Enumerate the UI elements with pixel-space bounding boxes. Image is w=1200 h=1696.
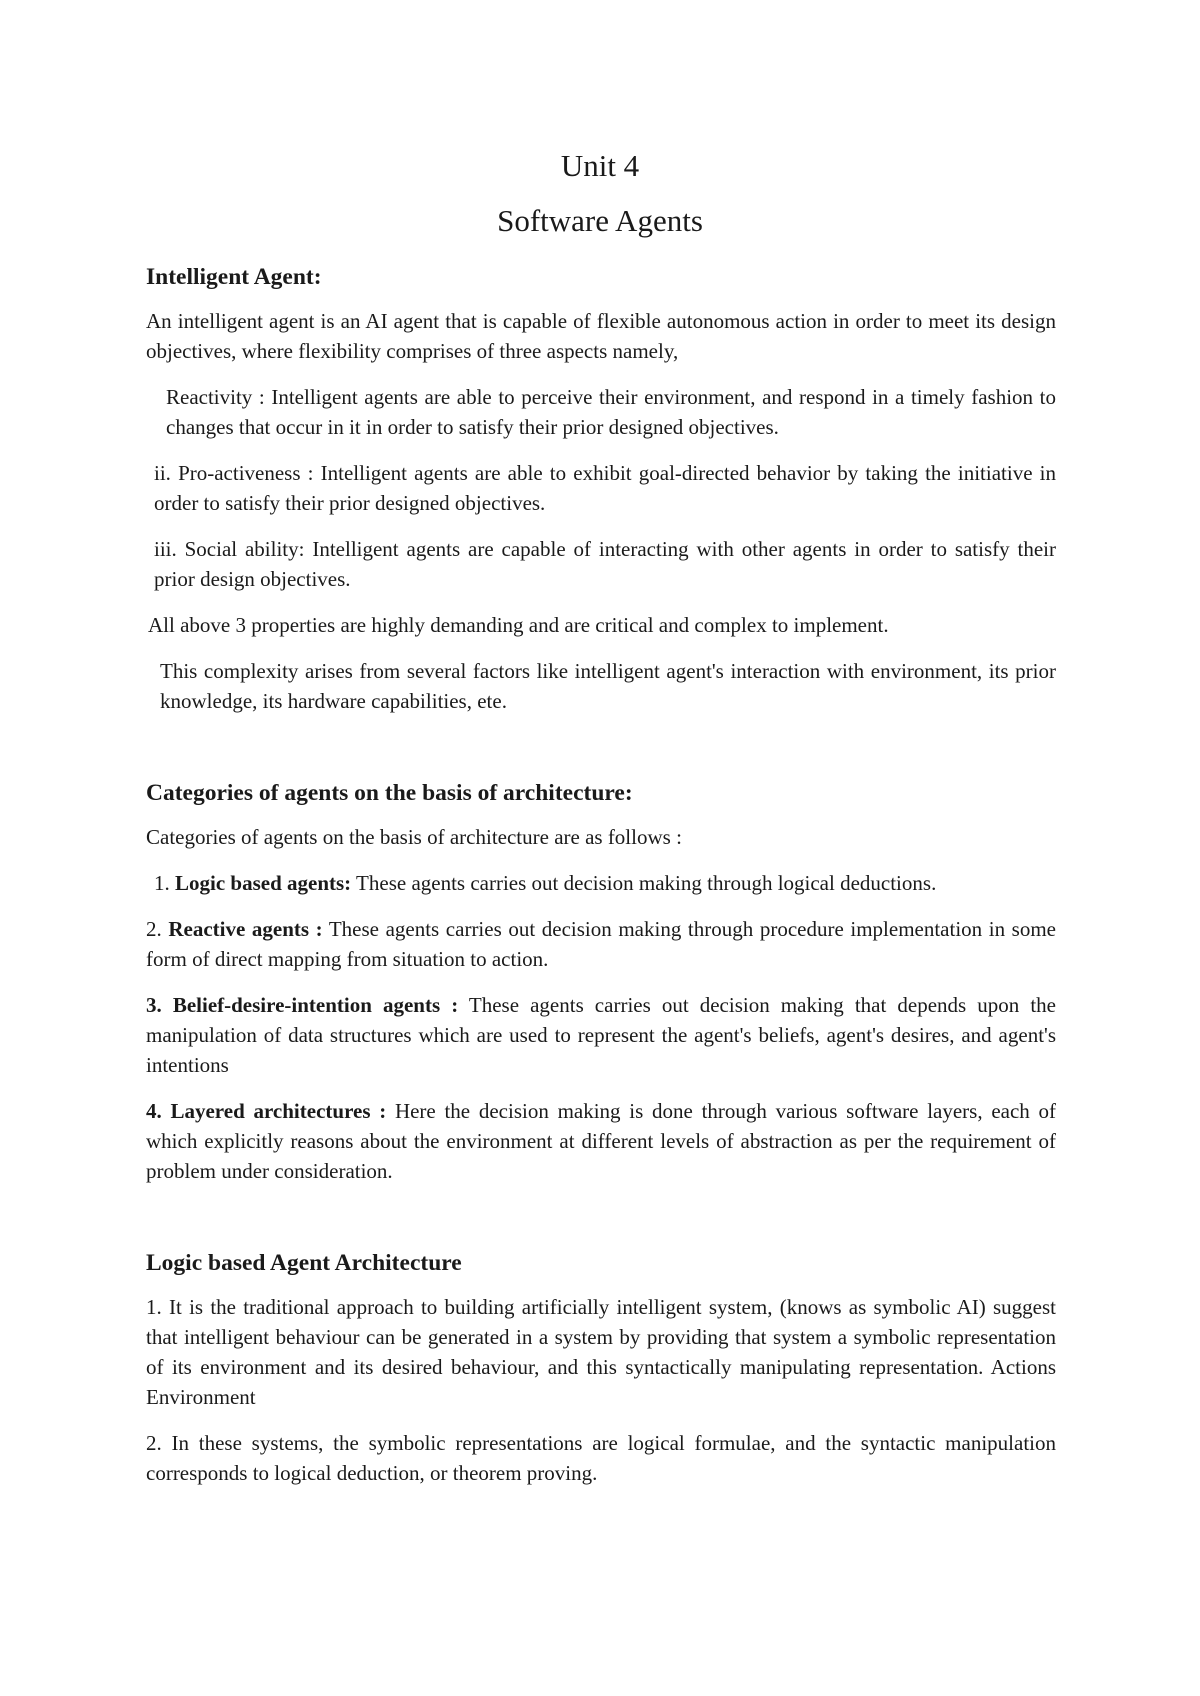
list-item-layered-architectures xyxy=(146,1096,1056,1186)
paragraph-properties-note: All above 3 properties are highly demanding and are critical and complex to implement. xyxy=(148,613,889,637)
list-item-term: Reactive agents : xyxy=(168,917,323,941)
list-item-text: These agents carries out decision making that depends upon the manipulation of data structures which are used to represent the agent's beliefs, agent's desires, and agent's intentions xyxy=(146,993,1056,1077)
paragraph-logic-based-point-2: 2. In these systems, the symbolic representations are logical formulae, and the syntactic manipulation corresponds to logical deduction, or theorem proving. xyxy=(146,1431,1056,1485)
paragraph-intelligent-agent-intro: An intelligent agent is an AI agent that is capable of flexible autonomous action in order to meet its design objectives, where flexibility comprises of three aspects namely, xyxy=(146,309,1056,363)
list-item-term: Logic based agents: xyxy=(175,871,352,895)
paragraph-social-ability: iii. Social ability: Intelligent agents are capable of interacting with other agents in order to satisfy their prior design objectives. xyxy=(154,537,1056,591)
list-item-text: Here the decision making is done through various software layers, each of which explicitly reasons about the environment at different levels of abstraction as per the requirement of problem under consideration. xyxy=(146,1099,1056,1183)
document-body xyxy=(146,262,1056,1488)
paragraph-reactivity: Reactivity : Intelligent agents are able to perceive their environment, and respond in a timely fashion to changes that occur in it in order to satisfy their prior designed objectives. xyxy=(166,385,1056,439)
list-item-number: 4. xyxy=(146,1099,162,1123)
list-item-text: These agents carries out decision making through logical deductions. xyxy=(351,871,937,895)
paragraph-logic-based-point-1: 1. It is the traditional approach to building artificially intelligent system, (knows as symbolic AI) suggest that intelligent behaviour can be generated in a system by providing that system a symbolic representation of its environment and its desired behaviour, and this syntactically manipulating representation. Actions Environment xyxy=(146,1295,1056,1409)
list-item-number: 1. xyxy=(154,871,170,895)
paragraph-proactiveness: ii. Pro-activeness : Intelligent agents are able to exhibit goal-directed behavior by taking the initiative in order to satisfy their prior designed objectives. xyxy=(154,461,1056,515)
list-item-number: 2. xyxy=(146,917,162,941)
list-item-bdi-agents xyxy=(146,990,1056,1080)
section-heading-logic-based-architecture: Logic based Agent Architecture xyxy=(146,1250,462,1276)
list-item-term: Belief-desire-intention agents : xyxy=(172,993,459,1017)
paragraph-complexity-note: This complexity arises from several factors like intelligent agent's interaction with environment, its prior knowledge, its hardware capabilities, ete. xyxy=(160,659,1056,713)
paragraph-categories-intro: Categories of agents on the basis of architecture are as follows : xyxy=(146,825,682,849)
list-item-reactive-agents xyxy=(146,914,1056,974)
list-item-term: Layered architectures : xyxy=(170,1099,387,1123)
list-item-text: These agents carries out decision making through procedure implementation in some form of direct mapping from situation to action. xyxy=(146,917,1057,971)
list-item-logic-based-agents xyxy=(146,868,1056,898)
list-item-number: 3. xyxy=(146,993,162,1017)
section-heading-intelligent-agent: Intelligent Agent: xyxy=(146,264,322,290)
unit-title: Unit 4 xyxy=(560,148,640,183)
subject-title: Software Agents xyxy=(497,203,703,238)
section-heading-categories: Categories of agents on the basis of architecture: xyxy=(146,780,633,806)
